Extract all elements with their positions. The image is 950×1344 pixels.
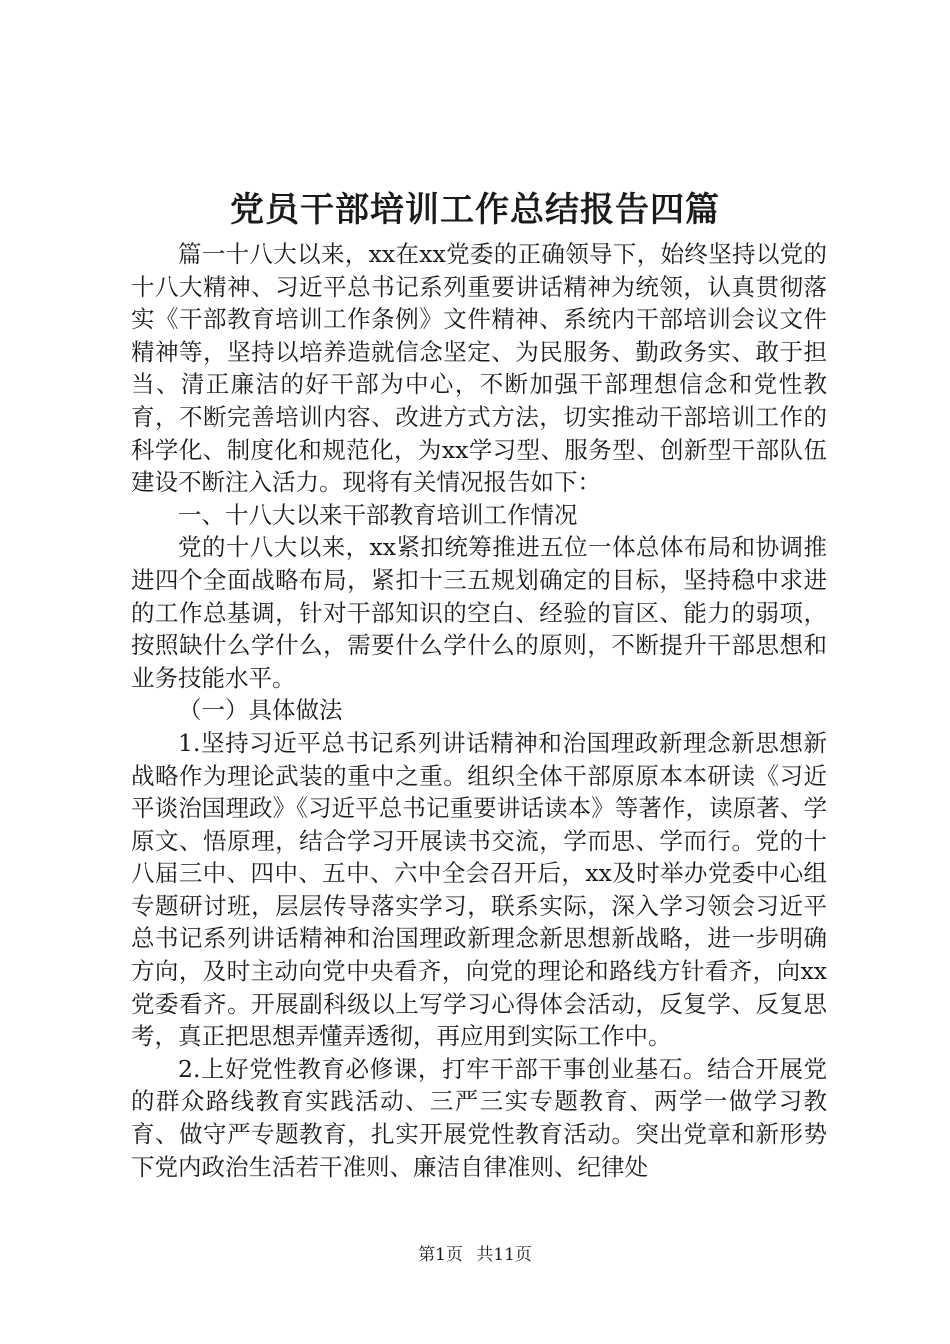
section-heading-1: 一、十八大以来干部教育培训工作情况 — [178, 500, 578, 529]
document-body — [131, 238, 827, 1183]
document-title: 党员干部培训工作总结报告四篇 — [230, 190, 720, 230]
subsection-heading-1: （一）具体做法 — [178, 696, 343, 725]
paragraph-intro: 篇一十八大以来，xx在xx党委的正确领导下，始终坚持以党的十八大精神、习近平总书记系列重要讲话精神为统领，认真贯彻落实《干部教育培训工作条例》文件精神、系统内干部培训会议文件精神等，坚持以培养造就信念坚定、为民服务、勤政务实、敢于担当、清正廉洁的好干部为中心，不断加强干部理想信念和党性教育，不断完善培训内容、改进方式方法，切实推动干部培训工作的科学化、制度化和规范化，为xx学习型、服务型、创新型干部队伍建设不断注入活力。现将有关情况报告如下： — [131, 240, 827, 497]
paragraph-item-2: 2.上好党性教育必修课，打牢干部干事创业基石。结合开展党的群众路线教育实践活动、三严三实专题教育、两学一做学习教育、做守严专题教育，扎实开展党性教育活动。突出党章和新形势下党内政治生活若干准则、廉洁自律准则、纪律处 — [131, 1054, 827, 1181]
paragraph-item-1: 1.坚持习近平总书记系列讲话精神和治国理政新理念新思想新战略作为理论武装的重中之重。组织全体干部原原本本研读《习近平谈治国理政》《习近平总书记重要讲话读本》等著作，读原著、学原文、悟原理，结合学习开展读书交流，学而思、学而行。党的十八届三中、四中、五中、六中全会召开后，xx及时举办党委中心组专题研讨班，层层传导落实学习，联系实际，深入学习领会习近平总书记系列讲话精神和治国理政新理念新思想新战略，进一步明确方向，及时主动向党中央看齐，向党的理论和路线方针看齐，向xx党委看齐。开展副科级以上写学习心得体会活动，反复学、反复思考，真正把思想弄懂弄透彻，再应用到实际工作中。 — [131, 728, 827, 1051]
page-total: 共11页 — [476, 1245, 532, 1265]
page-footer — [0, 1243, 950, 1267]
paragraph-overview: 党的十八大以来，xx紧扣统筹推进五位一体总体布局和协调推进四个全面战略布局，紧扣十三五规划确定的目标，坚持稳中求进的工作总基调，针对干部知识的空白、经验的盲区、能力的弱项，按照缺什么学什么，需要什么学什么的原则，不断提升干部思想和业务技能水平。 — [131, 533, 827, 692]
page-number: 第1页 — [418, 1245, 463, 1265]
